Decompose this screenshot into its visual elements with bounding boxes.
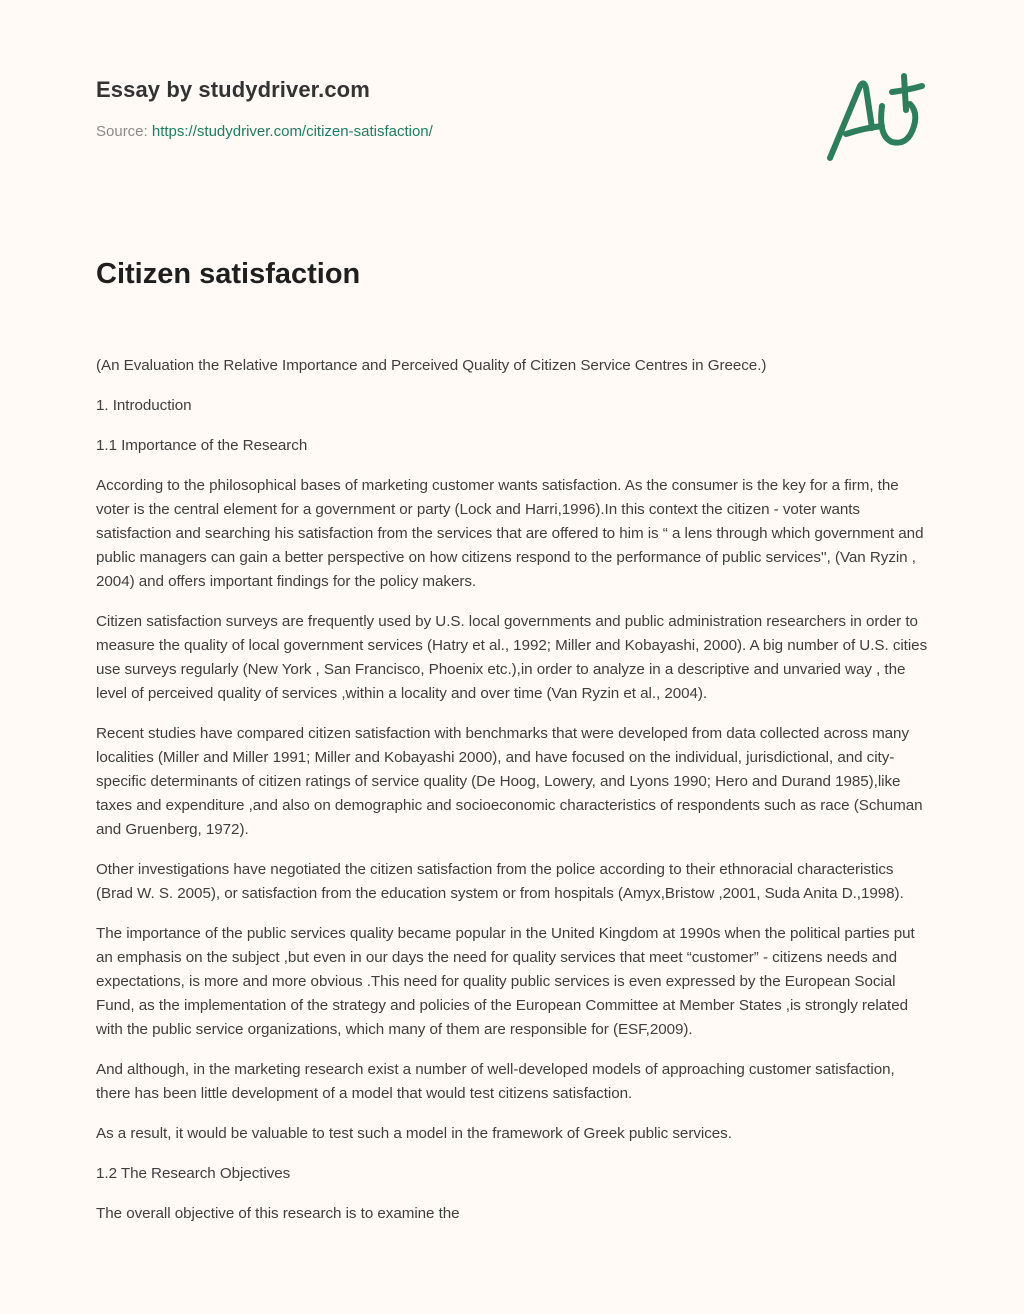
body-paragraph: Other investigations have negotiated the citizen satisfaction from the police according to their ethnoracial characteristics (Brad W. S. 2005), or satisfaction from the education system or from hospitals (Amyx,Bristow ,2001, Suda Anita D.,1998). bbox=[96, 861, 904, 902]
essay-body bbox=[96, 354, 928, 1242]
body-paragraph: As a result, it would be valuable to test such a model in the framework of Greek public services. bbox=[96, 1125, 732, 1142]
site-title: Essay by studydriver.com bbox=[96, 77, 370, 102]
page-header bbox=[96, 74, 936, 142]
body-paragraph: Recent studies have compared citizen satisfaction with benchmarks that were developed from data collected across many localities (Miller and Miller 1991; Miller and Kobayashi 2000), and have focused on the individual, jurisdictional, and city-specific determinants of citizen ratings of service quality (De Hoog, Lowery, and Lyons 1990; Hero and Durand 1985),like taxes and expenditure ,and also on demographic and socioeconomic characteristics of respondents such as race (Schuman and Gruenberg, 1972). bbox=[96, 725, 923, 838]
subtitle-paragraph: (An Evaluation the Relative Importance and Perceived Quality of Citizen Service Centres in Greece.) bbox=[96, 357, 767, 374]
body-paragraph: Citizen satisfaction surveys are frequently used by U.S. local governments and public administration researchers in order to measure the quality of local government services (Hatry et al., 1992; Miller and Kobayashi, 2000). A big number of U.S. cities use surveys regularly (New York , San Francisco, Phoenix etc.),in order to analyze in a descriptive and unvaried way , the level of perceived quality of services ,within a locality and over time (Van Ryzin et al., 2004). bbox=[96, 613, 928, 702]
source-label: Source: bbox=[96, 123, 148, 140]
section-heading-introduction: 1. Introduction bbox=[96, 397, 192, 414]
body-paragraph: According to the philosophical bases of marketing customer wants satisfaction. As the consumer is the key for a firm, the voter is the central element for a government or party (Lock and Harri,1996).In this context the citizen - voter wants satisfaction and searching his satisfaction from the services that are offered to him is “ a lens through which government and public managers can gain a better perspective on how citizens respond to the performance of public services'', (Van Ryzin , 2004) and offers important findings for the policy makers. bbox=[96, 477, 924, 590]
document-title: Citizen satisfaction bbox=[96, 258, 361, 290]
body-paragraph: The overall objective of this research is to examine the bbox=[96, 1205, 460, 1222]
section-heading-importance: 1.1 Importance of the Research bbox=[96, 437, 308, 454]
section-heading-objectives: 1.2 The Research Objectives bbox=[96, 1165, 291, 1182]
a-plus-grade-icon bbox=[820, 66, 930, 166]
body-paragraph: And although, in the marketing research exist a number of well-developed models of approaching customer satisfaction, there has been little development of a model that would test citizens satisfaction. bbox=[96, 1061, 895, 1102]
body-paragraph: The importance of the public services quality became popular in the United Kingdom at 1990s when the political parties put an emphasis on the subject ,but even in our days the need for quality services that meet “customer” - citizens needs and expectations, is more and more obvious .This need for quality public services is even expressed by the European Social Fund, as the implementation of the strategy and policies of the European Committee at Member States ,is strongly related with the public service organizations, which many of them are responsible for (ESF,2009). bbox=[96, 925, 915, 1038]
source-line bbox=[96, 122, 936, 142]
source-link[interactable]: https://studydriver.com/citizen-satisfaction/ bbox=[151, 123, 433, 140]
